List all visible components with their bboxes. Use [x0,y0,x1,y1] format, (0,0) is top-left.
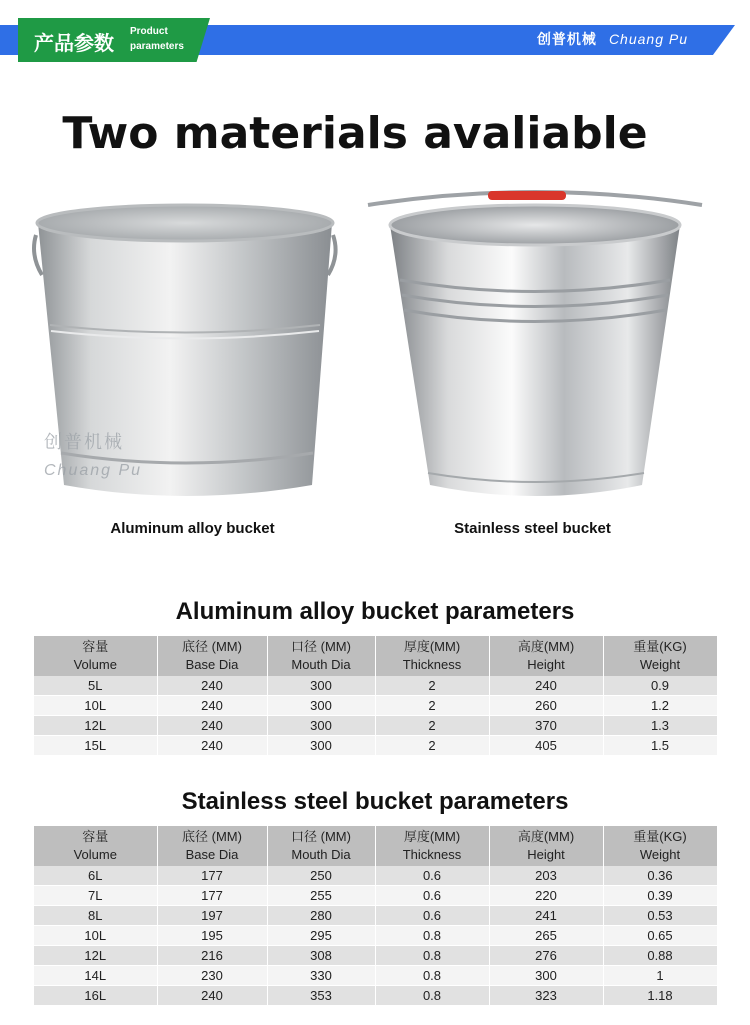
table-cell: 197 [157,906,267,926]
table-cell: 260 [489,696,603,716]
column-header [603,636,717,676]
column-header-en: Weight [639,657,681,672]
table-cell: 15L [34,736,157,756]
aluminum-params-table [34,636,718,756]
column-header-cn: 底径 (MM) [182,829,242,844]
stainless-table-title: Stainless steel bucket parameters [181,788,569,815]
column-header-en: Mouth Dia [291,657,351,672]
table-cell: 177 [157,886,267,906]
table-cell: 240 [157,716,267,736]
handle-grip [488,191,566,200]
table-cell: 0.88 [603,946,717,966]
table-cell: 0.8 [375,966,489,986]
column-header-en: Height [527,847,565,862]
table-cell: 2 [375,676,489,696]
table-cell: 240 [157,696,267,716]
table-cell: 276 [489,946,603,966]
table-cell: 265 [489,926,603,946]
header-banner [0,18,750,62]
table-cell: 1.18 [603,986,717,1006]
column-header-cn: 重量(KG) [633,639,687,654]
brand-name-en: Chuang Pu [608,31,688,47]
column-header [34,636,157,676]
table-cell: 6L [34,866,157,886]
banner-title-en-line2: parameters [130,41,184,52]
table-row [34,736,717,756]
banner-title-cn: 产品参数 [34,31,114,55]
table-cell: 10L [34,926,157,946]
column-header-en: Base Dia [185,847,239,862]
column-header [603,826,717,866]
table-cell: 216 [157,946,267,966]
table-cell: 203 [489,866,603,886]
table-row [34,986,717,1006]
table-row [34,966,717,986]
brand-name-cn: 创普机械 [536,32,597,48]
column-header-cn: 高度(MM) [517,639,575,654]
watermark [44,428,142,480]
column-header-en: Weight [639,847,681,862]
table-cell: 300 [267,716,375,736]
column-header-cn: 口径 (MM) [291,829,351,844]
table-row [34,716,717,736]
table-cell: 300 [267,736,375,756]
table-cell: 8L [34,906,157,926]
column-header-cn: 底径 (MM) [182,639,242,654]
table-cell: 0.6 [375,906,489,926]
table-cell: 0.8 [375,946,489,966]
table-cell: 240 [157,736,267,756]
table-cell: 353 [267,986,375,1006]
column-header-cn: 容量 [82,829,109,844]
column-header-cn: 厚度(MM) [403,639,461,654]
column-header [157,636,267,676]
table-cell: 0.39 [603,886,717,906]
table-cell: 7L [34,886,157,906]
table-cell: 240 [489,676,603,696]
table-cell: 0.9 [603,676,717,696]
table-cell: 330 [267,966,375,986]
column-header-en: Base Dia [185,657,239,672]
table-cell: 295 [267,926,375,946]
column-header-en: Thickness [402,847,462,862]
table-header-row [34,636,717,676]
column-header [375,826,489,866]
stainless-caption: Stainless steel bucket [454,520,611,537]
table-cell: 195 [157,926,267,946]
column-header [489,826,603,866]
table-cell: 0.8 [375,986,489,1006]
table-cell: 220 [489,886,603,906]
table-cell: 5L [34,676,157,696]
table-row [34,676,717,696]
table-cell: 300 [489,966,603,986]
table-row [34,906,717,926]
stainless-params-table [34,826,718,1006]
table-cell: 405 [489,736,603,756]
watermark-en: Chuang Pu [44,462,143,479]
column-header [489,636,603,676]
table-cell: 12L [34,716,157,736]
stainless-bucket-image [360,185,710,515]
table-cell: 241 [489,906,603,926]
column-header-en: Volume [73,657,117,672]
table-cell: 300 [267,676,375,696]
table-row [34,696,717,716]
table-cell: 300 [267,696,375,716]
table-cell: 0.6 [375,866,489,886]
table-row [34,946,717,966]
table-cell: 240 [157,986,267,1006]
table-cell: 240 [157,676,267,696]
table-cell: 16L [34,986,157,1006]
banner-title-en-line1: Product [130,26,168,37]
table-cell: 0.36 [603,866,717,886]
table-cell: 1.5 [603,736,717,756]
watermark-cn: 创普机械 [44,432,124,453]
column-header-cn: 容量 [82,639,109,654]
brand-name [537,29,688,49]
table-cell: 14L [34,966,157,986]
column-header-cn: 重量(KG) [633,829,687,844]
table-cell: 323 [489,986,603,1006]
column-header [375,636,489,676]
table-cell: 0.65 [603,926,717,946]
table-cell: 2 [375,736,489,756]
column-header-cn: 口径 (MM) [291,639,351,654]
table-cell: 0.53 [603,906,717,926]
column-header-en: Thickness [402,657,462,672]
table-cell: 177 [157,866,267,886]
table-cell: 230 [157,966,267,986]
table-header-row [34,826,717,866]
table-cell: 0.8 [375,926,489,946]
table-cell: 308 [267,946,375,966]
column-header-en: Mouth Dia [291,847,351,862]
column-header [157,826,267,866]
column-header-cn: 高度(MM) [517,829,575,844]
table-cell: 255 [267,886,375,906]
table-cell: 250 [267,866,375,886]
aluminum-caption: Aluminum alloy bucket [110,520,275,537]
table-row [34,926,717,946]
table-cell: 0.6 [375,886,489,906]
table-cell: 2 [375,696,489,716]
aluminum-table-title: Aluminum alloy bucket parameters [175,598,575,625]
table-cell: 10L [34,696,157,716]
column-header [267,636,375,676]
table-cell: 280 [267,906,375,926]
page-headline: Two materials avaliable [62,108,648,159]
table-cell: 1.3 [603,716,717,736]
table-cell: 370 [489,716,603,736]
table-row [34,886,717,906]
table-cell: 12L [34,946,157,966]
column-header-en: Height [527,657,565,672]
table-cell: 1.2 [603,696,717,716]
table-cell: 2 [375,716,489,736]
table-row [34,866,717,886]
column-header [34,826,157,866]
column-header-cn: 厚度(MM) [403,829,461,844]
column-header-en: Volume [73,847,117,862]
banner-title-en [130,24,184,54]
table-cell: 1 [603,966,717,986]
column-header [267,826,375,866]
